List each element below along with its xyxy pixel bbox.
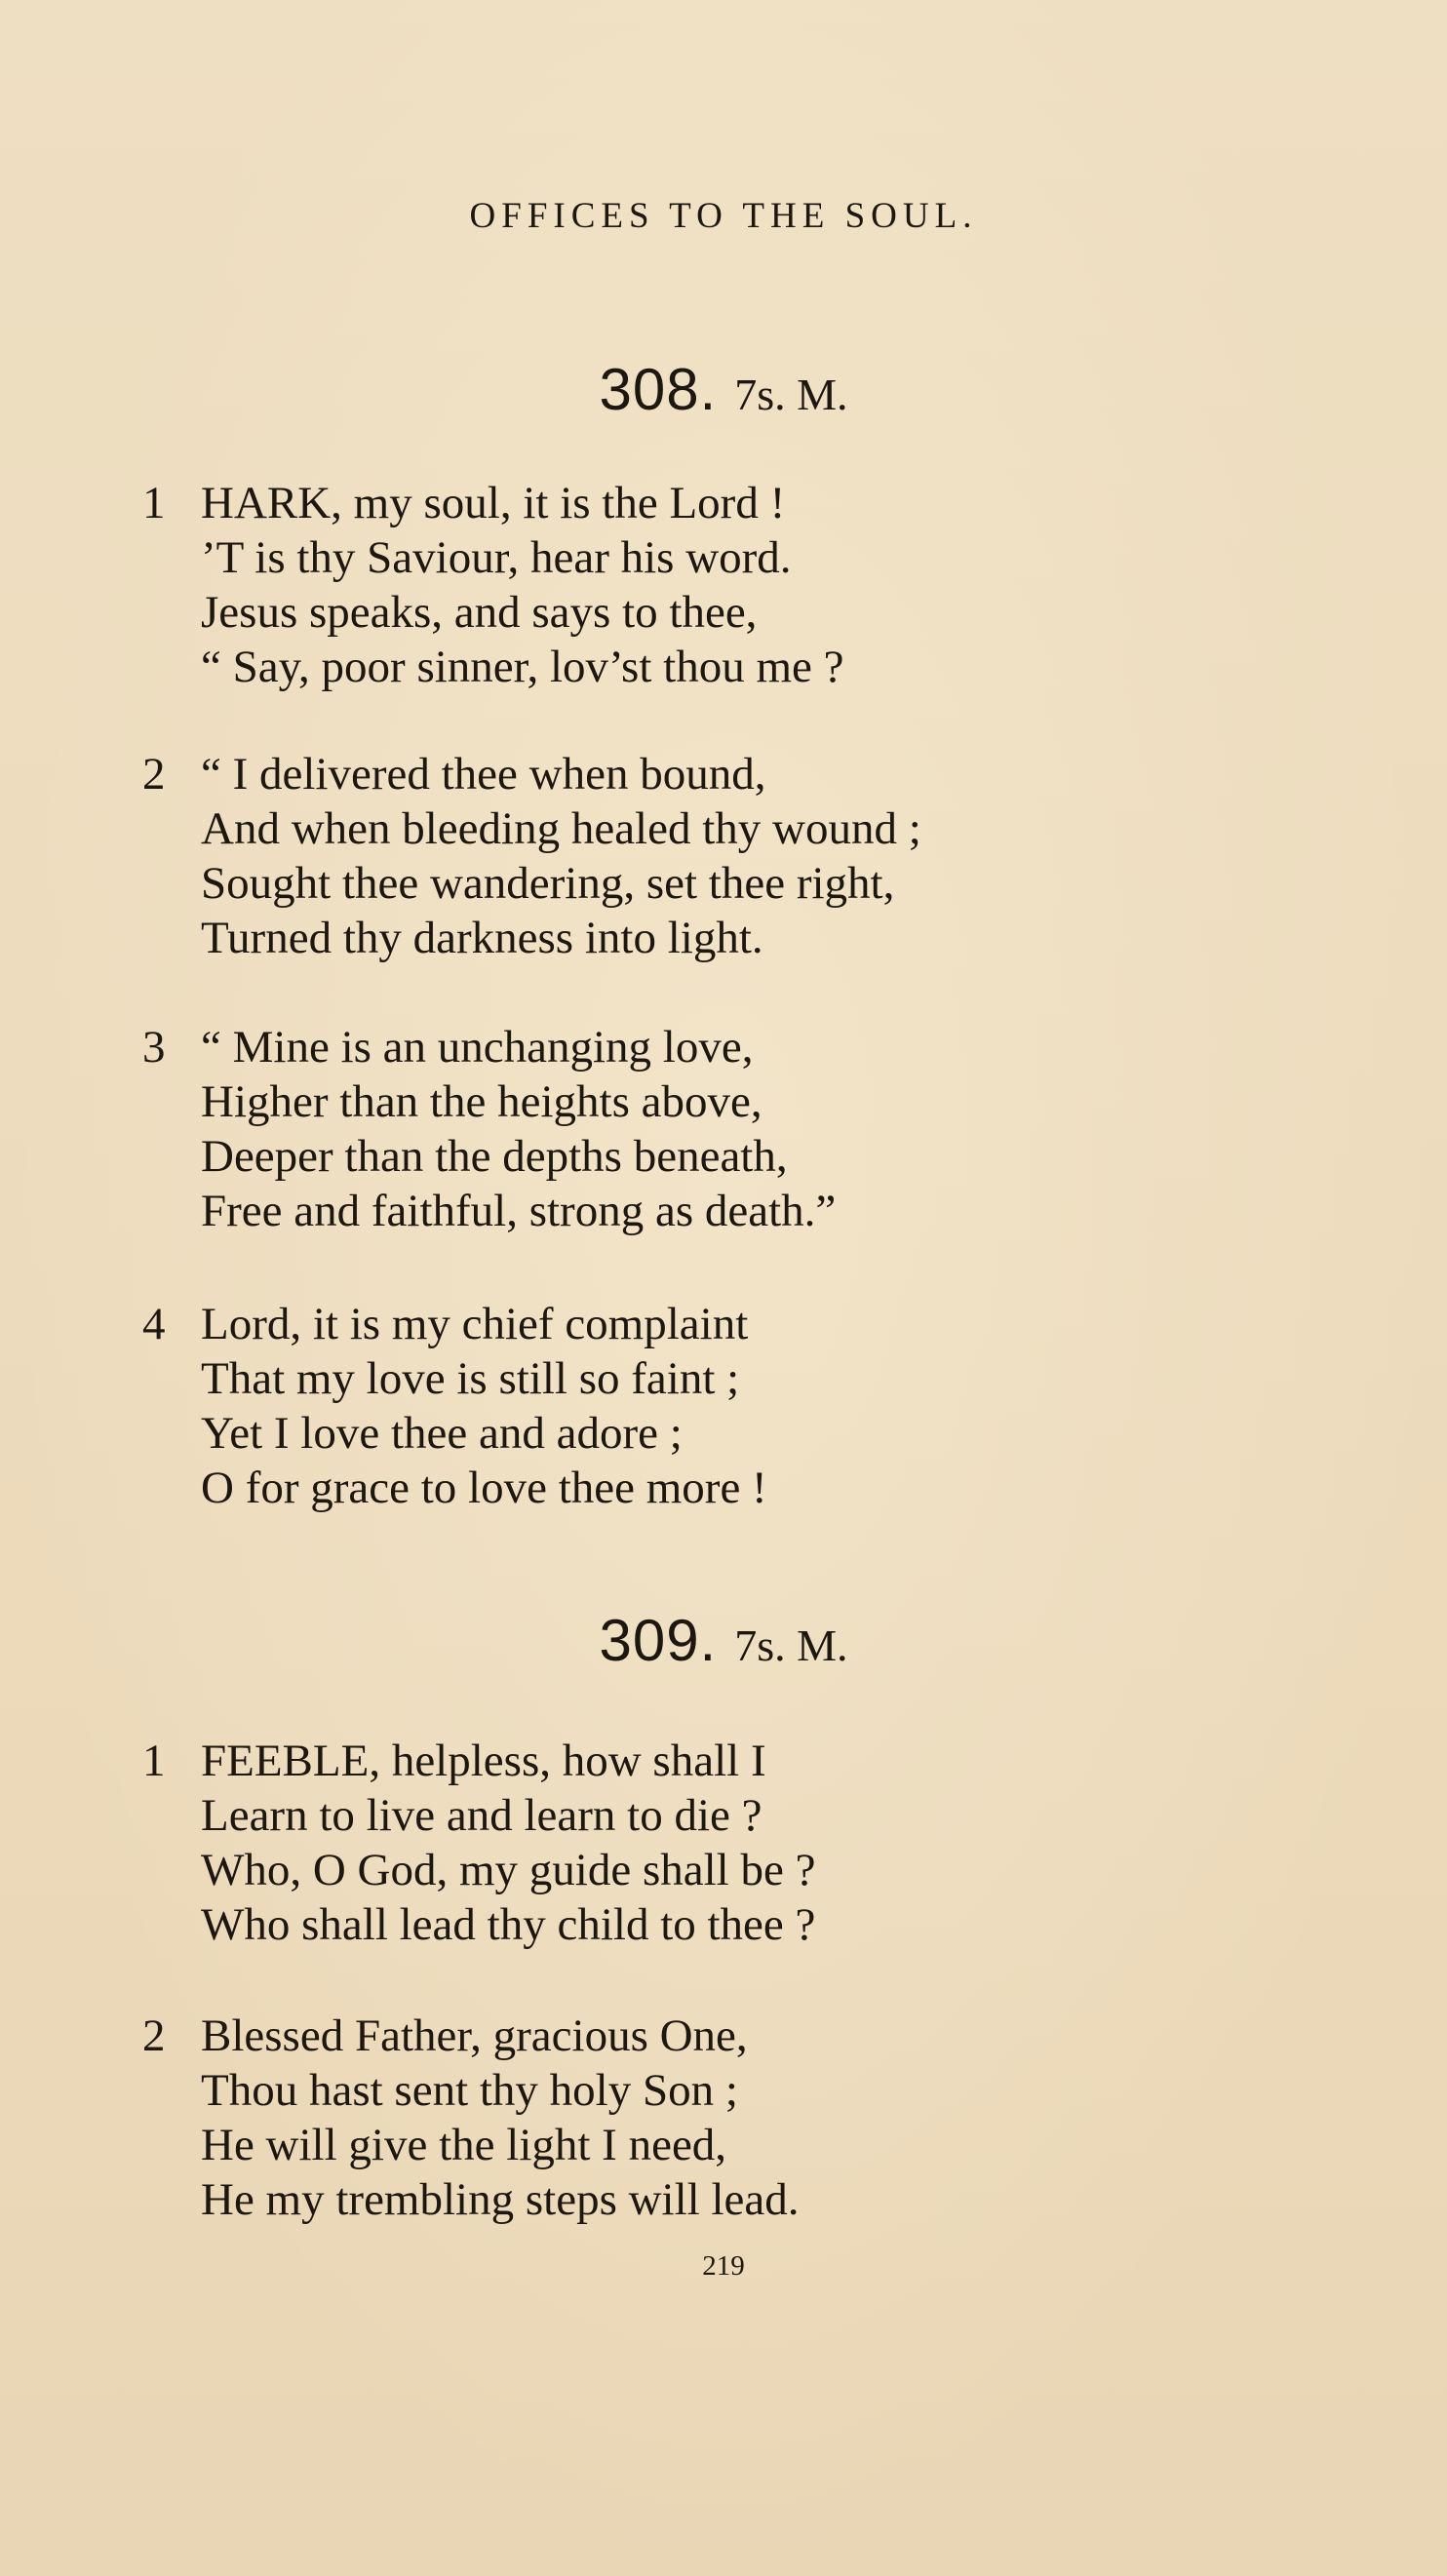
hymn-heading-309: [0, 1607, 1447, 1674]
page-number: 219: [702, 2250, 745, 2282]
hymn-number: 308.: [599, 357, 718, 422]
verse-line: “ I delivered thee when bound,: [201, 749, 766, 800]
verse-line: “ Say, poor sinner, lov’st thou me ?: [201, 642, 844, 692]
hymn-meter: 7s. M.: [734, 370, 848, 419]
verse-line: Who shall lead thy child to thee ?: [201, 1899, 816, 1950]
verse-line: ’T is thy Saviour, hear his word.: [201, 532, 792, 583]
verse-line: O for grace to love thee more !: [201, 1463, 767, 1513]
verse-line: Yet I love thee and adore ;: [201, 1408, 683, 1459]
verse-line: Free and faithful, strong as death.”: [201, 1186, 837, 1236]
verse-line: Learn to live and learn to die ?: [201, 1790, 763, 1841]
stanza-number: 4: [142, 1299, 166, 1349]
verse-line: HARK, my soul, it is the Lord !: [201, 478, 786, 528]
verse-line: FEEBLE, helpless, how shall I: [201, 1736, 766, 1786]
hymn-number: 309.: [599, 1608, 718, 1673]
verse-line: Blessed Father, gracious One,: [201, 2010, 748, 2061]
stanza-number: 2: [142, 2010, 166, 2061]
running-head: OFFICES TO THE SOUL.: [469, 196, 978, 236]
stanza-number: 2: [142, 749, 166, 800]
hymn-meter: 7s. M.: [734, 1620, 848, 1670]
verse-line: He will give the light I need,: [201, 2120, 727, 2170]
verse-line: Higher than the heights above,: [201, 1076, 763, 1127]
verse-line: Thou hast sent thy holy Son ;: [201, 2065, 738, 2116]
verse-line: Sought thee wandering, set thee right,: [201, 858, 895, 909]
verse-line: Deeper than the depths beneath,: [201, 1131, 788, 1182]
verse-line: “ Mine is an unchanging love,: [201, 1022, 754, 1073]
stanza-number: 3: [142, 1022, 166, 1073]
verse-line: That my love is still so faint ;: [201, 1353, 740, 1404]
verse-line: Who, O God, my guide shall be ?: [201, 1845, 816, 1895]
stanza-number: 1: [142, 478, 166, 528]
verse-line: Jesus speaks, and says to thee,: [201, 587, 758, 638]
verse-line: And when bleeding healed thy wound ;: [201, 803, 921, 854]
verse-line: He my trembling steps will lead.: [201, 2174, 800, 2225]
stanza-number: 1: [142, 1736, 166, 1786]
hymn-heading-308: [0, 356, 1447, 423]
verse-line: Turned thy darkness into light.: [201, 913, 763, 963]
verse-line: Lord, it is my chief complaint: [201, 1299, 749, 1349]
